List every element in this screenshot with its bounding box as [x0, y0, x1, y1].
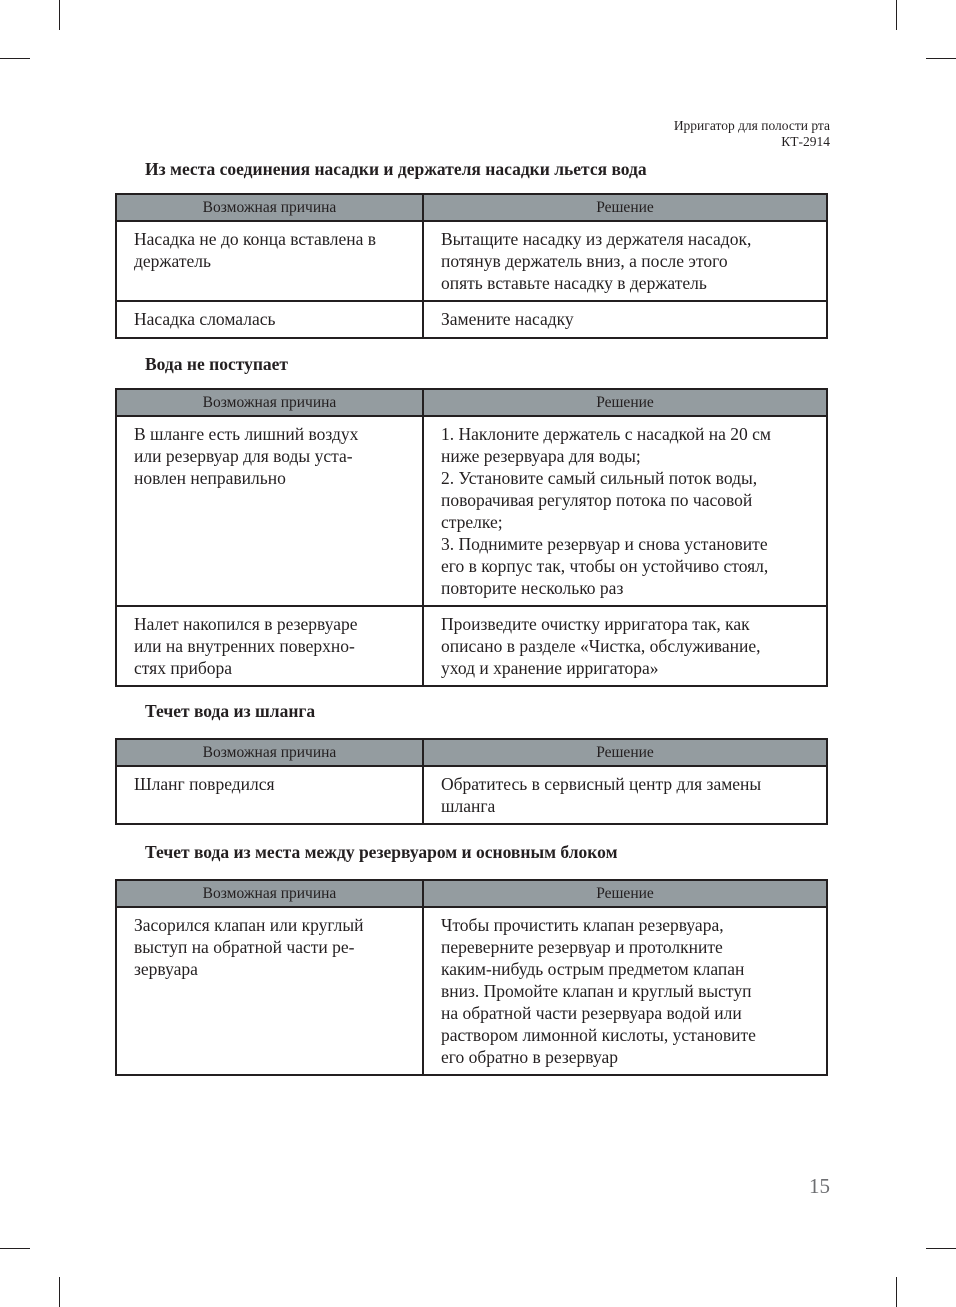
column-header-solution: Решение: [423, 194, 827, 221]
cause-cell: [116, 606, 423, 686]
text-line: Обратитесь в сервисный центр для замены: [441, 774, 762, 794]
text-line: уход и хранение ирригатора»: [441, 658, 659, 678]
column-header-solution: Решение: [423, 389, 827, 416]
header-product: Ирригатор для полости рта: [673, 118, 830, 133]
column-header-solution: Решение: [423, 880, 827, 907]
text-line: 2. Установите самый сильный поток воды,: [441, 468, 758, 488]
solution-cell: [423, 221, 827, 301]
text-line: Засорился клапан или круглый: [134, 915, 364, 935]
text-line: В шланге есть лишний воздух: [134, 424, 359, 444]
crop-mark: [896, 0, 897, 30]
crop-mark: [926, 1248, 956, 1249]
solution-cell: [423, 416, 827, 606]
text-line: Вытащите насадку из держателя насадок,: [441, 229, 752, 249]
cause-cell: [116, 301, 423, 338]
text-line: опять вставьте насадку в держатель: [441, 273, 707, 293]
table-header-row: [116, 389, 827, 416]
crop-mark: [0, 1248, 30, 1249]
text-line: потянув держатель вниз, а после этого: [441, 251, 728, 271]
text-line: каким-нибудь острым предметом клапан: [441, 959, 745, 979]
table-row: [116, 606, 827, 686]
column-header-cause: Возможная причина: [116, 194, 423, 221]
table-row: [116, 221, 827, 301]
text-line: зервуара: [134, 959, 198, 979]
text-line: ниже резервуара для воды;: [441, 446, 641, 466]
cause-cell: [116, 221, 423, 301]
crop-mark: [926, 58, 956, 59]
section-title: Вода не поступает: [145, 354, 289, 374]
text-line: поворачивая регулятор потока по часовой: [441, 490, 753, 510]
text-line: или резервуар для воды уста-: [134, 446, 353, 466]
text-line: стрелке;: [441, 512, 503, 532]
crop-mark: [59, 1277, 60, 1307]
text-line: переверните резервуар и протолкните: [441, 937, 723, 957]
text-line: повторите несколько раз: [441, 578, 624, 598]
cause-cell: [116, 416, 423, 606]
text-line: стях прибора: [134, 658, 233, 678]
table-header-row: [116, 194, 827, 221]
text-line: Чтобы прочистить клапан резервуара,: [441, 915, 724, 935]
text-line: шланга: [441, 796, 496, 816]
column-header-cause: Возможная причина: [116, 739, 423, 766]
column-header-cause: Возможная причина: [116, 389, 423, 416]
text-line: вниз. Промойте клапан и круглый выступ: [441, 981, 752, 1001]
text-line: 1. Наклоните держатель с насадкой на 20 см: [441, 424, 771, 444]
table-row: [116, 907, 827, 1075]
text-line: раствором лимонной кислоты, установите: [441, 1025, 756, 1045]
text-line: выступ на обратной части ре-: [134, 937, 355, 957]
table-row: [116, 416, 827, 606]
text-line: Насадка не до конца вставлена в: [134, 229, 377, 249]
troubleshooting-table: [115, 388, 828, 687]
running-header: [674, 118, 830, 150]
table-header-row: [116, 880, 827, 907]
section-title: Течет вода из шланга: [145, 701, 316, 721]
troubleshooting-table: [115, 193, 828, 339]
text-line: Шланг повредился: [134, 774, 275, 794]
table-header-row: [116, 739, 827, 766]
text-line: 3. Поднимите резервуар и снова установите: [441, 534, 768, 554]
cause-cell: [116, 907, 423, 1075]
solution-cell: [423, 606, 827, 686]
text-line: Налет накопился в резервуаре: [134, 614, 358, 634]
column-header-cause: Возможная причина: [116, 880, 423, 907]
cause-cell: [116, 766, 423, 824]
troubleshooting-table: [115, 738, 828, 825]
solution-cell: [423, 907, 827, 1075]
header-model: КТ-2914: [781, 134, 830, 149]
crop-mark: [0, 58, 30, 59]
text-line: держатель: [134, 251, 211, 271]
troubleshooting-table: [115, 879, 828, 1076]
section-title: Из места соединения насадки и держателя насадки льется вода: [145, 159, 647, 179]
text-line: его обратно в резервуар: [441, 1047, 618, 1067]
table-row: [116, 766, 827, 824]
solution-cell: [423, 766, 827, 824]
crop-mark: [896, 1277, 897, 1307]
page-number: 15: [809, 1174, 830, 1198]
solution-cell: [423, 301, 827, 338]
column-header-solution: Решение: [423, 739, 827, 766]
text-line: его в корпус так, чтобы он устойчиво стоял,: [441, 556, 769, 576]
text-line: Насадка сломалась: [134, 309, 276, 329]
text-line: Произведите очистку ирригатора так, как: [441, 614, 750, 634]
text-line: Замените насадку: [441, 309, 574, 329]
table-row: [116, 301, 827, 338]
section-title: Течет вода из места между резервуаром и основным блоком: [145, 842, 618, 862]
text-line: новлен неправильно: [134, 468, 286, 488]
crop-mark: [59, 0, 60, 30]
text-line: или на внутренних поверхно-: [134, 636, 355, 656]
text-line: на обратной части резервуара водой или: [441, 1003, 742, 1023]
text-line: описано в разделе «Чистка, обслуживание,: [441, 636, 761, 656]
